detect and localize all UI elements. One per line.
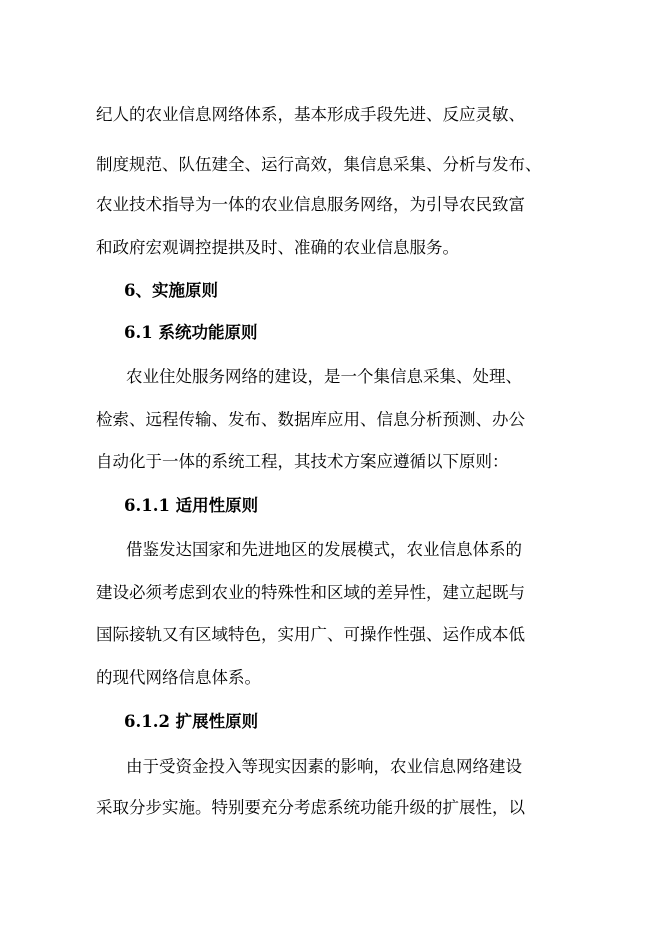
section-heading-6: 6、实施原则 <box>124 281 218 300</box>
section-heading-6-1: 6.1 系统功能原则 <box>124 323 258 342</box>
body-6-1-1-line-4: 的现代网络信息体系。 <box>96 668 261 687</box>
intro-line-3: 农业技术指导为一体的农业信息服务网络，为引导农民致富 <box>96 195 525 214</box>
body-6-1-2-line-1: 由于受资金投入等现实因素的影响，农业信息网络建设 <box>126 757 522 776</box>
section-heading-6-1-2: 6.1.2 扩展性原则 <box>124 712 259 731</box>
body-6-1-1-line-2: 建设必须考虑到农业的特殊性和区域的差异性，建立起既与 <box>96 583 525 602</box>
body-6-1-line-3: 自动化于一体的系统工程，其技术方案应遵循以下原则： <box>96 452 509 471</box>
body-6-1-line-2: 检索、远程传输、发布、数据库应用、信息分析预测、办公 <box>96 410 525 429</box>
body-6-1-1-line-1: 借鉴发达国家和先进地区的发展模式，农业信息体系的 <box>126 540 522 559</box>
intro-line-4: 和政府宏观调控提拱及时、准确的农业信息服务。 <box>96 238 459 257</box>
body-6-1-2-line-2: 采取分步实施。特别要充分考虑系统功能升级的扩展性，以 <box>96 798 525 817</box>
intro-line-2: 制度规范、队伍建全、运行高效，集信息采集、分析与发布、 <box>96 155 542 174</box>
section-heading-6-1-1: 6.1.1 适用性原则 <box>124 496 259 515</box>
intro-line-1: 纪人的农业信息网络体系，基本形成手段先进、反应灵敏、 <box>96 105 525 124</box>
body-6-1-line-1: 农业住处服务网络的建设，是一个集信息采集、处理、 <box>126 367 522 386</box>
body-6-1-1-line-3: 国际接轨又有区域特色，实用广、可操作性强、运作成本低 <box>96 625 525 644</box>
